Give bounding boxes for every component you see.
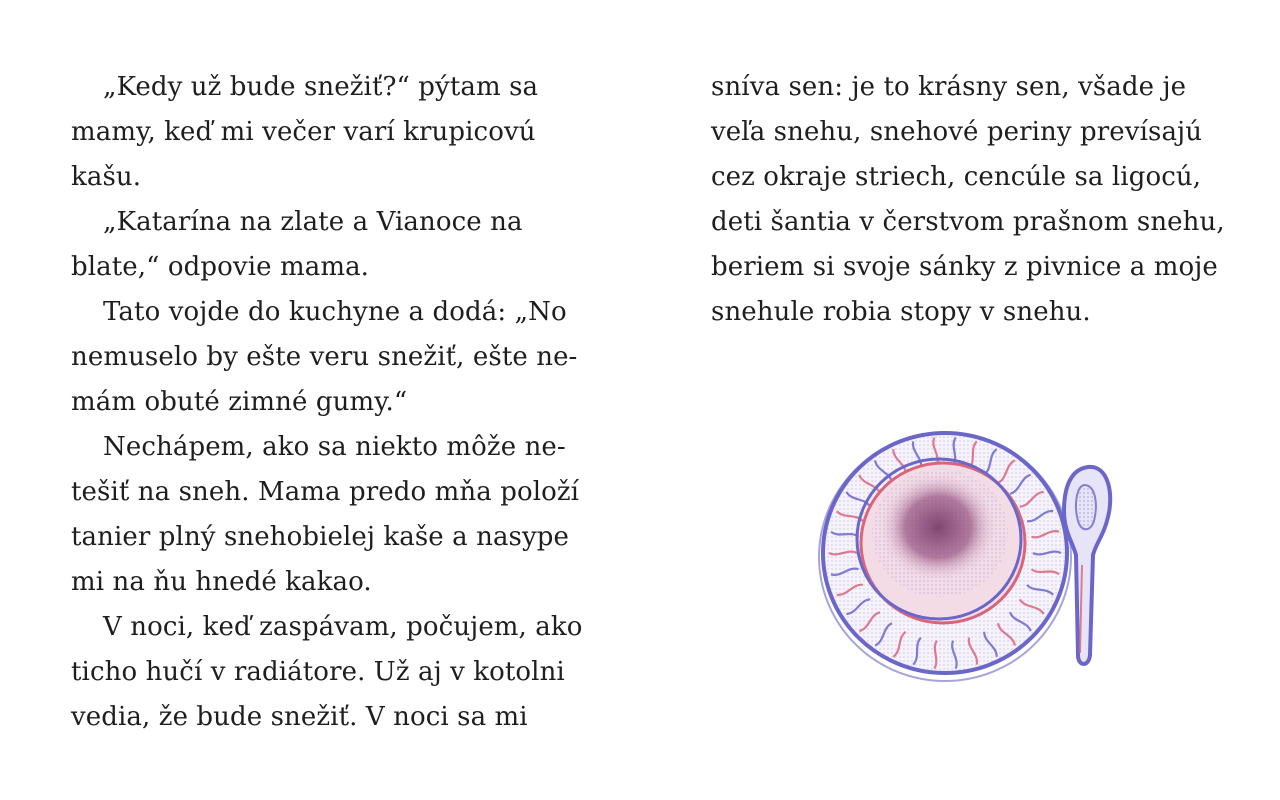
left-text-line: mamy, keď mi večer varí krupicovú — [71, 117, 536, 147]
right-text-line: cez okraje striech, cencúle sa ligocú, — [711, 162, 1202, 192]
right-text-line: veľa snehu, snehové periny prevísajú — [711, 117, 1203, 147]
left-text-line: Tato vojde do kuchyne a dodá: „No — [103, 297, 567, 327]
left-text-line: mi na ňu hnedé kakao. — [71, 567, 372, 597]
right-text-line: deti šantia v čerstvom prašnom snehu, — [711, 207, 1225, 237]
porridge-plate-illustration — [810, 415, 1140, 715]
left-text-line: Nechápem, ako sa niekto môže ne- — [103, 432, 566, 462]
left-text-line: blate,“ odpovie mama. — [71, 252, 370, 282]
left-text-line: mám obuté zimné gumy.“ — [71, 387, 408, 417]
left-text-line: V noci, keď zaspávam, počujem, ako — [103, 612, 583, 642]
left-text-line: „Katarína na zlate a Vianoce na — [103, 207, 523, 237]
left-text-line: vedia, že bude snežiť. V noci sa mi — [71, 702, 528, 732]
left-text-line: nemuselo by ešte veru snežiť, ešte ne- — [71, 342, 578, 372]
right-text-line: snehule robia stopy v snehu. — [711, 297, 1091, 327]
right-page-text — [711, 65, 1231, 335]
cocoa-topping — [878, 471, 998, 583]
left-text-line: tešiť na sneh. Mama predo mňa položí — [71, 477, 580, 507]
right-text-line: sníva sen: je to krásny sen, všade je — [711, 72, 1187, 102]
left-text-line: tanier plný snehobielej kaše a nasype — [71, 522, 570, 552]
left-text-line: ticho hučí v radiátore. Už aj v kotolni — [71, 657, 565, 687]
left-page-text — [71, 65, 591, 740]
left-text-line: kašu. — [71, 162, 142, 192]
right-text-line: beriem si svoje sánky z pivnice a moje — [711, 252, 1218, 282]
left-text-line: „Kedy už bude snežiť?“ pýtam sa — [103, 72, 539, 102]
right-page — [640, 0, 1280, 800]
